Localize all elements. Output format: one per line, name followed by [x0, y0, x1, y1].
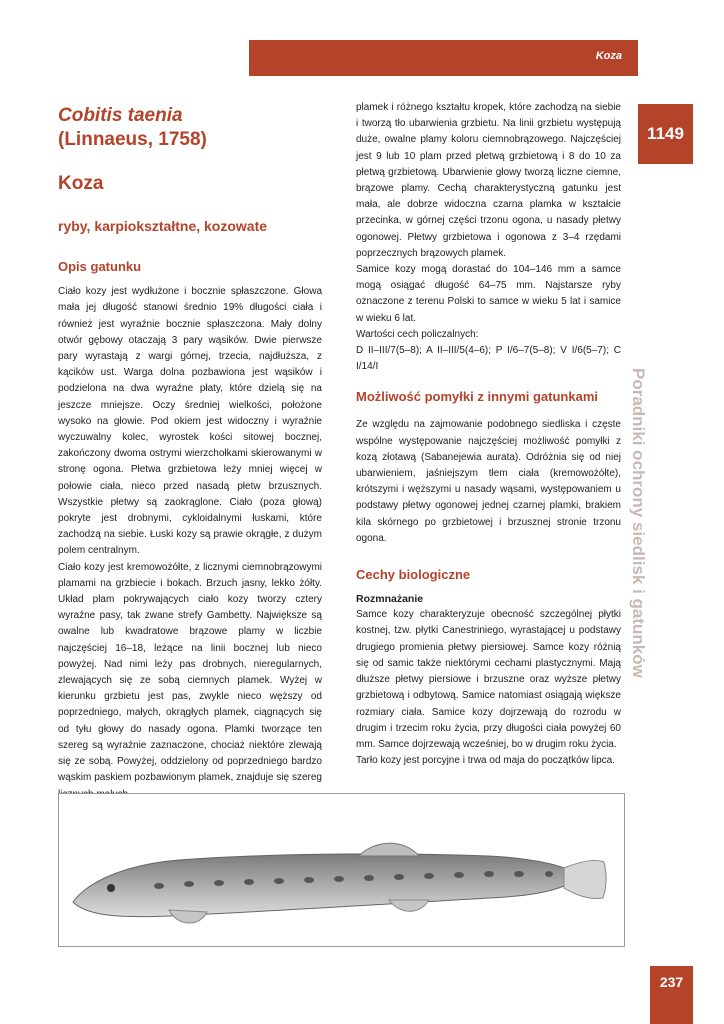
right-column: [356, 100, 621, 769]
running-header: Koza: [595, 50, 622, 62]
reproduction-paragraph: Samce kozy charakteryzuje obecność szczególnej płytki kostnej, tzw. płytki Canestriniego, wyrastającej u podstawy drugiego promienia płetwy piersiowej. Samce kozy różnią się od samic także niektórymi cechami plastycznymi. Mają dłuższe płetwy piersiowe i brzuszne oraz wyższe płetwy grzbietową i odbytową. Samice natomiast osiągają większe rozmiary ciała. Samice kozy dojrzewają do rozrodu w drugim i trzecim roku życia, przy długości ciała powyżej 60 mm. Samce dojrzewają wcześniej, bo w drugim roku życia.: [356, 609, 621, 750]
series-title: Poradniki ochrony siedlisk i gatunków: [629, 368, 648, 678]
taxonomy: ryby, karpiokształtne, kozowate: [58, 218, 268, 235]
species-author: (Linnaeus, 1758): [58, 129, 207, 150]
meristics-label: Wartości cech policzalnych:: [356, 328, 479, 340]
page-number: 237: [659, 974, 684, 990]
species-code-tab: [638, 104, 693, 164]
confusion-heading: Możliwość pomyłki z innymi gatunkami: [356, 389, 598, 405]
spined-loach-illustration: [59, 794, 624, 946]
common-name: Koza: [58, 173, 104, 194]
spawning-paragraph: Tarło kozy jest porcyjne i trwa od maja do początków lipca.: [356, 755, 616, 767]
reproduction-subheading: Rozmnażanie: [356, 593, 424, 606]
species-code: 1149: [647, 124, 684, 143]
meristics-values: D II–III/7(5–8); A II–III/5(4–6); P I/6–7(5–8); V I/6(5–7); C I/14/I: [356, 345, 621, 373]
description-heading: Opis gatunku: [58, 259, 142, 275]
coloration-continuation: plamek i różnego kształtu kropek, które zachodzą na siebie i tworzą tło ubarwienia grzbietu. Na linii grzbietu występują duże, owalne plamy koloru ciemnobrązowego. Najczęściej jest 9 lub 10 plam przed płetwą grzbietową i 8 do 10 za płetwą grzbietową. Ubarwienie głowy tworzą liczne ciemne, brązowe plamy. Cechą charakterystyczną gatunku jest mała, ale dobrze widoczna czarna plamka w kształcie przecinka, w górnej części trzonu ogona, u nasady płetwy ogonowej. Płetwy grzbietowa i ogonowa z 3–4 rzędami poprzecznych brązowych plamek.: [356, 102, 621, 259]
size-paragraph: Samice kozy mogą dorastać do 104–146 mm a samce mogą osiągać długość 64–75 mm. Najstarsze ryby oznaczone z terenu Polski to samce w wieku 5 lat i samice w wieku 6 lat.: [356, 264, 621, 324]
biology-heading: Cechy biologiczne: [356, 567, 471, 583]
description-paragraph: Ciało kozy jest wydłużone i bocznie spłaszczone. Głowa mała jej długość stanowi średnio 19% długości ciała i również jest wyraźnie bocznie spłaszczona. Mały dolny otwór gębowy otaczają 3 pary wąsików. Dwie pierwsze pary wyrastają z wargi górnej, trzecia, najdłuższa, z kącików ust. Warga dolna pozbawiona jest wąsików i podzielona na dwa wyraźne płaty, które dzielą się na jeszcze mniejsze. Oczy średniej wielkości, położone wysoko na głowie. Pod okiem jest widoczny i wyraźnie wyczuwalny kolec, wyrostek kości sitowej bocznej, zakończony dwoma ostrymi wierzchołkami skierowanymi w stronę ogona. Płetwa grzbietowa leży mniej więcej w połowie ciała, nieco przed nasadą płetw brzusznych. Wszystkie płetwy są zaokrąglone. Ciało (poza głową) pokryte jest drobnymi, cykloidalnymi łuskami, które zachodzą na siebie. Łuski kozy są prawie okrągłe, z dużym polem centralnym.: [58, 286, 322, 557]
left-column: [58, 100, 322, 803]
series-title-block: [604, 368, 724, 678]
coloration-paragraph: Ciało kozy jest kremowożółte, z licznymi ciemnobrązowymi plamami na grzbiecie i bokach. Brzuch jasny, lekko żółty. Układ plam pokrywających ciało kozy tworzy cztery wyraźne pasy, tak zwane strefy Gambetty. Największe są owalne lub kwadratowe brązowe plamy w liczbie najczęściej 16–18, leżące na linii bocznej lub nieco powyżej. Nad nimi leży pas drobnych, nieregularnych, zlewających się ze sobą ciemnych plamek. Wyżej w kierunku grzbietu jest pas, zwykle nieco węższy od poprzedniego, małych, okrągłych plamek, ciągnących się od tyłu głowy do nasady ogona. Plamki tworzące ten szereg są wyraźnie zaznaczone, chociaż niektóre zlewają się ze sobą. Powyżej, oddzielony od poprzedniego bardzo wąskim paskiem pozbawionym plamek, znajduje się szereg: [58, 561, 322, 784]
confusion-paragraph: Ze względu na zajmowanie podobnego siedliska i częste wspólne występowanie najczęściej możliwość pomyłki z kozą złotawą (Sabanejewia aurata). Odróżnia się od niej ubarwieniem, jaśniejszym tłem ciała (kremowożółte), krótszymi i węższymi u nasady wąsami, występowaniem u podstawy płetwy ogonowej jednej czarnej plamki, brakiem kila skórnego po grzbietowej i brzusznej stronie trzonu ogona.: [356, 419, 621, 544]
header-bar: [249, 40, 638, 76]
page-number-tab: [650, 966, 693, 1024]
latin-name: Cobitis taenia: [58, 105, 183, 126]
fish-photo: [58, 793, 625, 947]
